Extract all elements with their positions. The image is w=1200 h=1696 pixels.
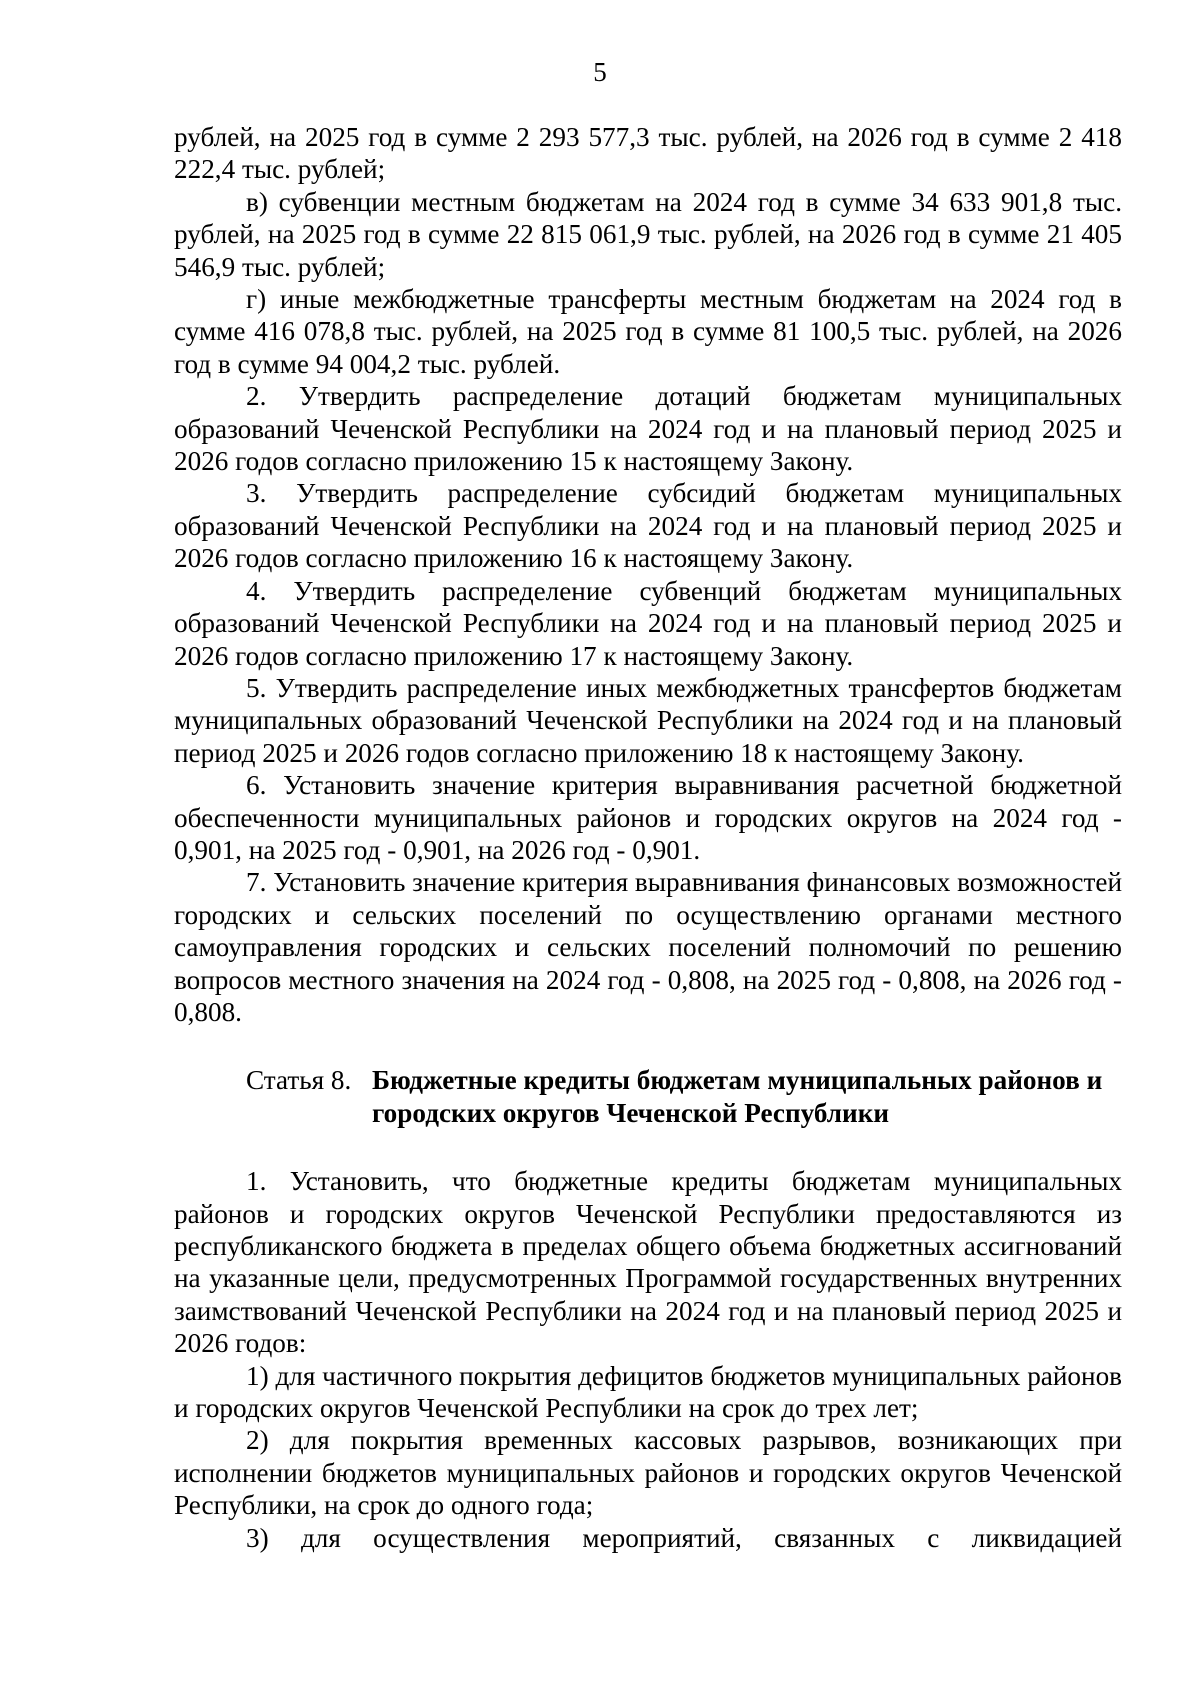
article-label: Статья 8. xyxy=(246,1065,352,1096)
page-number: 5 xyxy=(593,57,607,87)
paragraph: 1. Установить, что бюджетные кредиты бюджетам муниципальных районов и городских округов Чеченской Республики предоставляются из республиканского бюджета в пределах общего объема бюджетных ассигнований на указанные цели, предусмотренных Программой государственных внутренних заимствований Чеченской Республики на 2024 год и на плановый период 2025 и 2026 годов: xyxy=(174,1166,1122,1359)
paragraph: 7. Установить значение критерия выравнивания финансовых возможностей городских и сельских поселений по осуществлению органами местного самоуправления городских и сельских поселений полномочий по решению вопросов местного значения на 2024 год - 0,808, на 2025 год - 0,808, на 2026 год - 0,808. xyxy=(174,867,1122,1027)
paragraph: 3) для осуществления мероприятий, связанных с ликвидацией xyxy=(246,1522,1122,1553)
paragraph: рублей, на 2025 год в сумме 2 293 577,3 тыс. рублей, на 2026 год в сумме 2 418 222,4 тыс. рублей; xyxy=(174,122,1122,185)
paragraph: 6. Установить значение критерия выравнивания расчетной бюджетной обеспеченности муниципальных районов и городских округов на 2024 год - 0,901, на 2025 год - 0,901, на 2026 год - 0,901. xyxy=(174,770,1122,865)
paragraph: 3. Утвердить распределение субсидий бюджетам муниципальных образований Чеченской Республики на 2024 год и на плановый период 2025 и 2026 годов согласно приложению 16 к настоящему Закону. xyxy=(174,478,1122,574)
paragraph: г) иные межбюджетные трансферты местным бюджетам на 2024 год в сумме 416 078,8 тыс. рублей, на 2025 год в сумме 81 100,5 тыс. рублей, на 2026 год в сумме 94 004,2 тыс. рублей. xyxy=(174,284,1122,379)
paragraph: 2) для покрытия временных кассовых разрывов, возникающих при исполнении бюджетов муниципальных районов и городских округов Чеченской Республики, на срок до одного года; xyxy=(174,1425,1122,1521)
paragraphs-top xyxy=(174,121,1122,1028)
document-body xyxy=(174,121,1122,1554)
article-heading xyxy=(174,1064,1122,1129)
paragraphs-bottom xyxy=(174,1165,1122,1554)
paragraph: 5. Утвердить распределение иных межбюджетных трансфертов бюджетам муниципальных образований Чеченской Республики на 2024 год и на плановый период 2025 и 2026 годов согласно приложению 18 к настоящему Закону. xyxy=(174,672,1122,768)
paragraph: в) субвенции местным бюджетам на 2024 год в сумме 34 633 901,8 тыс. рублей, на 2025 год в сумме 22 815 061,9 тыс. рублей, на 2026 год в сумме 21 405 546,9 тыс. рублей; xyxy=(174,186,1122,282)
article-title: Бюджетные кредиты бюджетам муниципальных районов и городских округов Чеченской Республики xyxy=(372,1065,1103,1128)
paragraph: 1) для частичного покрытия дефицитов бюджетов муниципальных районов и городских округов Чеченской Республики на срок до трех лет; xyxy=(174,1360,1122,1424)
paragraph: 2. Утвердить распределение дотаций бюджетам муниципальных образований Чеченской Республики на 2024 год и на плановый период 2025 и 2026 годов согласно приложению 15 к настоящему Закону. xyxy=(174,381,1122,477)
paragraph: 4. Утвердить распределение субвенций бюджетам муниципальных образований Чеченской Республики на 2024 год и на плановый период 2025 и 2026 годов согласно приложению 17 к настоящему Закону. xyxy=(174,575,1122,671)
